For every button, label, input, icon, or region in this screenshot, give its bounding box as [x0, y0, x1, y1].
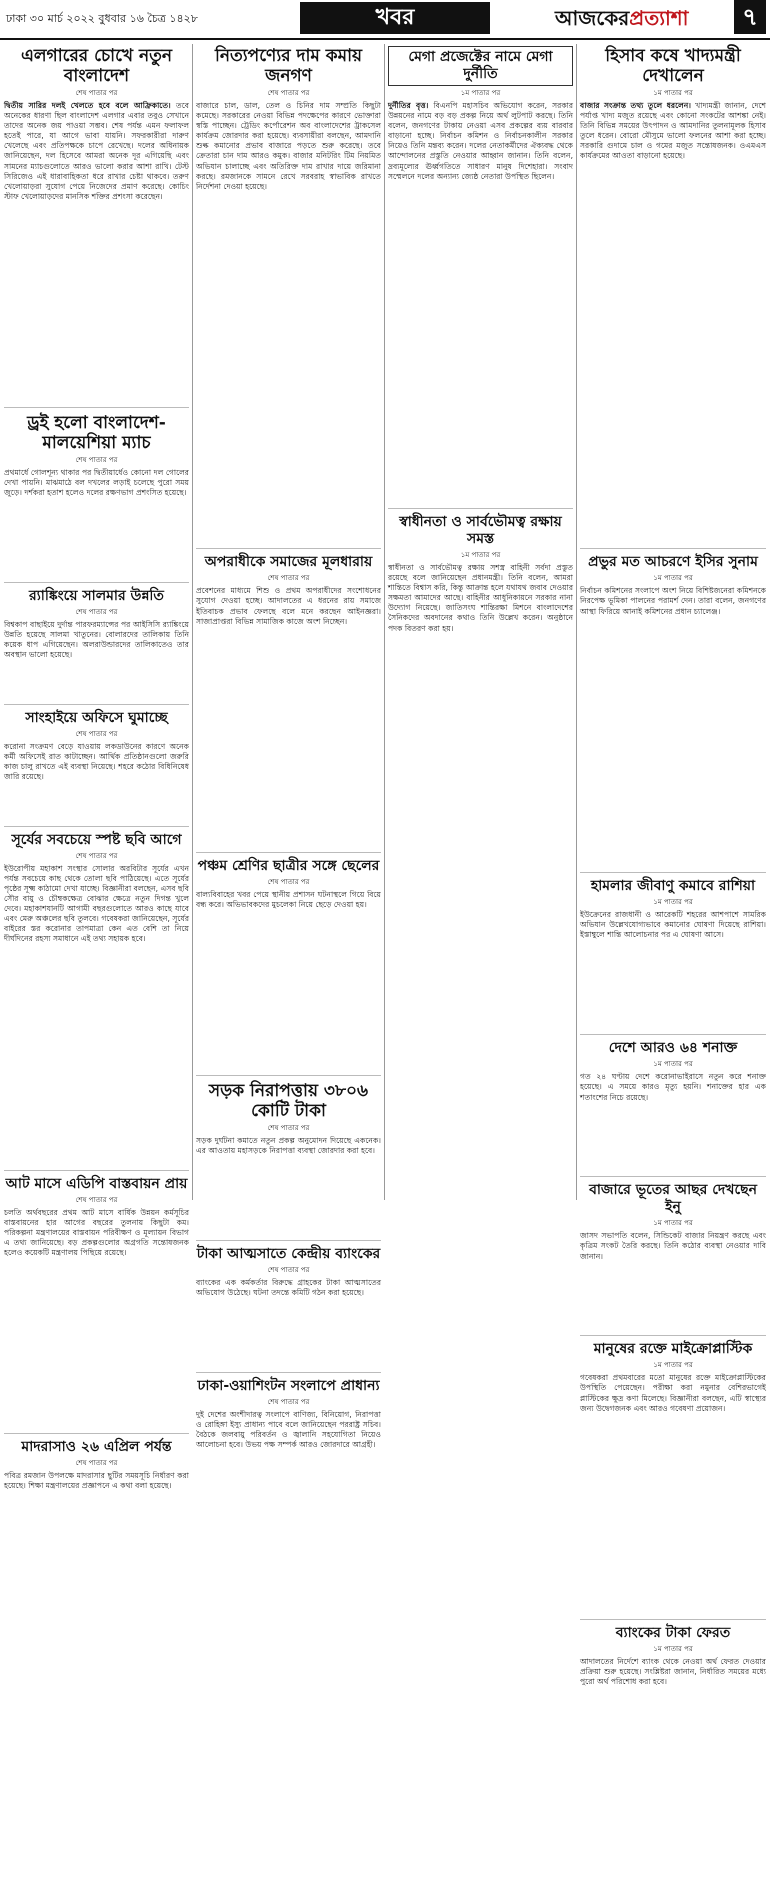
article-body	[4, 101, 189, 404]
continuation-note: শেষ পাতার পর	[267, 1123, 310, 1132]
article-body	[580, 910, 766, 1031]
article-headline: পঞ্চম শ্রেণির ছাত্রীর সঙ্গে ছেলের	[197, 857, 380, 874]
article-headline: টাকা আত্মসাতে কেন্দ্রীয় ব্যাংকের	[196, 1245, 381, 1262]
article-text: পবিত্র রমজান উপলক্ষে মাদরাসার ছুটির সময়সূচি নির্ধারণ করা হয়েছে। শিক্ষা মন্ত্রণালয়ের প্রজ্ঞাপনে এ কথা বলা হয়েছে।	[4, 1470, 189, 1490]
continuation-note: ১ম পাতার পর	[460, 551, 501, 559]
continuation-note: ১ম পাতার পর	[460, 89, 501, 97]
news-article	[4, 588, 189, 705]
article-headline: দেশে আরও ৬৪ শনাক্ত	[608, 1040, 738, 1057]
continuation-note: শেষ পাতার পর	[267, 89, 310, 97]
continuation-note: ১ম পাতার পর	[653, 89, 693, 97]
continuation-note: ১ম পাতার পর	[653, 574, 693, 583]
news-article	[196, 1246, 381, 1373]
article-body	[196, 1136, 381, 1237]
news-article	[388, 514, 573, 1354]
article-body	[196, 890, 381, 1072]
article-text: প্রথমার্ধে গোলশূন্য থাকার পর দ্বিতীয়ার্ধেও কোনো দল গোলের দেখা পায়নি। মাঝমাঠে বল দখলের লড়াই চলেছে পুরো সময় জুড়ে। দর্শকরা হতাশ হলেও দলের রক্ষণভাগ প্রশংসিত হয়েছে।	[4, 468, 189, 498]
article-body	[196, 586, 381, 849]
article-text: গবেষকরা প্রথমবারের মতো মানুষের রক্তে মাইক্রোপ্লাস্টিকের উপস্থিতি পেয়েছেন। পরীক্ষা করা নমুনার বেশিরভাগেই প্লাস্টিকের ক্ষুদ্র কণা মিলেছে। বিজ্ঞানীরা বলছেন, এটি স্বাস্থ্যের জন্য উদ্বেগজনক এবং আরও গবেষণা প্রয়োজন।	[580, 1373, 766, 1413]
article-lead: দুর্নীতির বৃত্ত।	[388, 101, 429, 110]
news-article	[580, 1341, 766, 1619]
news-article	[196, 1378, 381, 1897]
continuation-note: ১ম পাতার পর	[653, 898, 693, 907]
article-text: প্রবেশনের মাধ্যমে শিশু ও প্রথম অপরাধীদের সংশোধনের সুযোগ দেওয়া হচ্ছে। আদালতের এ ধরনের রায় সমাজে ইতিবাচক প্রভাব ফেলছে বলে মনে করছেন আইনজ্ঞরা। সাজাপ্রাপ্তরা বিভিন্ন সামাজিক কাজে অংশ নিচ্ছেন।	[196, 586, 381, 626]
article-headline: ড্রই হলো বাংলাদেশ-মালয়েশিয়া ম্যাচ	[27, 413, 166, 453]
news-article	[580, 878, 766, 1035]
article-body	[4, 864, 189, 1167]
continuation-note: শেষ পাতার পর	[267, 1265, 310, 1274]
article-headline: র‍্যাঙ্কিংয়ে সালমার উন্নতি	[29, 588, 164, 605]
article-body	[4, 742, 189, 823]
article-body	[388, 101, 573, 505]
article-text: খাদ্যমন্ত্রী জানান, দেশে পর্যাপ্ত খাদ্য মজুত রয়েছে এবং কোনো সংকটের আশঙ্কা নেই। তিনি বিভিন্ন সময়ের উৎপাদন ও আমদানির তুলনামূলক হিসাব তুলে ধরেন। বোরো মৌসুমে ভালো ফলনের আশা করা হচ্ছে। সরকারি গুদামে চাল ও গমের মজুত সন্তোষজনক। ওএমএস কার্যক্রমের আওতা বাড়ানো হয়েছে।	[580, 101, 766, 161]
news-article	[580, 554, 766, 873]
article-headline: অপরাধীকে সমাজের মূলধারায়	[204, 554, 373, 571]
continuation-note: শেষ পাতার পর	[75, 729, 118, 738]
section-label: খবর	[300, 2, 490, 34]
continuation-note: শেষ পাতার পর	[267, 574, 310, 583]
article-text: চলতি অর্থবছরের প্রথম আট মাসে বার্ষিক উন্নয়ন কর্মসূচির বাস্তবায়নের হার আগের বছরের তুলনায় কিছুটা কম। পরিকল্পনা মন্ত্রণালয়ের বাস্তবায়ন পরিবীক্ষণ ও মূল্যায়ন বিভাগ এ তথ্য জানিয়েছে। বড় প্রকল্পগুলোর অগ্রগতি সন্তোষজনক হলেও কয়েকটি মন্ত্রণালয় পিছিয়ে রয়েছে।	[4, 1207, 189, 1258]
article-text: নির্বাচন কমিশনের সংলাপে অংশ নিয়ে বিশিষ্টজনেরা কমিশনকে নিরপেক্ষ ভূমিকা পালনের পরামর্শ দেন। তারা বলেন, জনগণের আস্থা ফিরিয়ে আনাই কমিশনের প্রধান চ্যালেঞ্জ।	[580, 586, 766, 616]
issue-date: ঢাকা ৩০ মার্চ ২০২২ বুধবার ১৬ চৈত্র ১৪২৮	[6, 12, 198, 25]
article-text: দুই দেশের অংশীদারত্ব সংলাপে বাণিজ্য, বিনিয়োগ, নিরাপত্তা ও রোহিঙ্গা ইস্যু প্রাধান্য পাবে বলে জানিয়েছেন পররাষ্ট্র সচিব। বৈঠকে জলবায়ু পরিবর্তন ও জ্বালানি সহযোগিতা নিয়েও আলোচনা হবে। উভয় পক্ষ সম্পর্ক আরও জোরদারে আগ্রহী।	[196, 1409, 381, 1449]
news-article	[196, 858, 381, 1076]
article-body	[4, 620, 189, 701]
article-lead: বাজার সংক্রান্ত তথ্য তুলে ধরলেন।	[580, 101, 692, 110]
article-headline: সড়ক নিরাপত্তায় ৩৮০৬ কোটি টাকা	[208, 1080, 369, 1121]
article-headline: মেগা প্রজেক্টের নামে মেগা দুর্নীতি	[388, 46, 573, 86]
brand-prefix: আজকের	[555, 6, 630, 30]
article-headline: আট মাসে এডিপি বাস্তবায়ন প্রায়	[5, 1175, 188, 1192]
article-body	[580, 1072, 766, 1173]
article-body	[196, 1410, 381, 1895]
continuation-note: শেষ পাতার পর	[75, 1458, 118, 1467]
article-headline: সূর্যের সবচেয়ে স্পষ্ট ছবি আগে	[11, 831, 182, 848]
column-divider	[384, 44, 385, 1200]
continuation-note: শেষ পাতার পর	[75, 608, 118, 617]
article-text: ব্যাংকের এক কর্মকর্তার বিরুদ্ধে গ্রাহকের টাকা আত্মসাতের অভিযোগ উঠেছে। ঘটনা তদন্তে কমিটি গঠন করা হয়েছে।	[196, 1277, 381, 1297]
news-article	[580, 1182, 766, 1336]
article-body	[196, 1278, 381, 1369]
article-headline: ঢাকা-ওয়াশিংটন সংলাপে প্রাধান্য	[197, 1377, 380, 1394]
article-headline: মানুষের রক্তে মাইক্রোপ্লাস্টিক	[593, 1341, 753, 1358]
article-text: স্বাধীনতা ও সার্বভৌমত্ব রক্ষায় সশস্ত্র বাহিনী সর্বদা প্রস্তুত রয়েছে বলে জানিয়েছেন প্রধানমন্ত্রী। তিনি বলেন, আমরা শান্তিতে বিশ্বাস করি, কিন্তু আক্রান্ত হলে যথাযথ জবাব দেওয়ার সক্ষমতা আমাদের আছে। বাহিনীর আধুনিকায়নে সরকার নানা উদ্যোগ নিয়েছে। জাতিসংঘ শান্তিরক্ষা মিশনে বাংলাদেশের সৈনিকদের অবদানের কথাও তিনি উল্লেখ করেন। অনুষ্ঠানে পদক বিতরণ করা হয়।	[388, 563, 573, 633]
column-divider	[576, 44, 577, 1200]
article-body	[388, 563, 573, 1351]
article-headline: ব্যাংকের টাকা ফেরত	[615, 1624, 731, 1641]
news-article	[196, 46, 381, 549]
article-text: ইউরোপীয় মহাকাশ সংস্থার সোলার অরবিটার সূর্যের এখন পর্যন্ত সবচেয়ে কাছ থেকে তোলা ছবি পাঠিয়েছে। এতে সূর্যের পৃষ্ঠের সূক্ষ্ম কাঠামো দেখা যাচ্ছে। বিজ্ঞানীরা বলছেন, এসব ছবি সৌর বায়ু ও চৌম্বকক্ষেত্র বোঝার ক্ষেত্রে নতুন দিগন্ত খুলে দেবে। মহাকাশযানটি আগামী বছরগুলোতে আরও কাছে যাবে এবং মেরু অঞ্চলের ছবি তুলবে। গবেষকরা জানিয়েছেন, সূর্যের বাইরের স্তর করোনার তাপমাত্রা কেন এত বেশি তা নিয়ে দীর্ঘদিনের রহস্য সমাধানে এই তথ্য সহায়ক হবে।	[4, 863, 189, 944]
news-article	[4, 46, 189, 408]
news-article	[4, 1176, 189, 1434]
news-article	[4, 710, 189, 827]
article-body	[4, 1208, 189, 1430]
continuation-note: ১ম পাতার পর	[653, 1644, 693, 1653]
continuation-note: শেষ পাতার পর	[267, 877, 310, 886]
article-headline: এলগারের চোখে নতুন বাংলাদেশ	[20, 46, 173, 86]
article-body	[4, 468, 189, 579]
news-article	[580, 1040, 766, 1177]
news-article	[196, 554, 381, 853]
continuation-note: শেষ পাতার পর	[267, 1397, 310, 1406]
article-lead: দ্বিতীয় সারির দলই খেলতে হবে বলে আফ্রিকাতে।	[4, 101, 171, 110]
article-text: বাল্যবিবাহের খবর পেয়ে স্থানীয় প্রশাসন ঘটনাস্থলে গিয়ে বিয়ে বন্ধ করে। অভিভাবকদের মুচলেকা নিয়ে ছেড়ে দেওয়া হয়।	[196, 889, 381, 910]
article-headline: হিসাব কষে খাদ্যমন্ত্রী দেখালেন	[605, 46, 741, 86]
continuation-note: ১ম পাতার পর	[653, 1060, 693, 1069]
article-headline: বাজারে ভূতের আছর দেখছেন ইনু	[589, 1182, 757, 1216]
article-text: গত ২৪ ঘণ্টায় দেশে করোনাভাইরাসে নতুন করে শনাক্ত হয়েছে। এ সময়ে কারও মৃত্যু হয়নি। শনাক্তের হার এক শতাংশের নিচে রয়েছে।	[580, 1072, 766, 1102]
news-article	[580, 46, 766, 549]
continuation-note: ১ম পাতার পর	[653, 1219, 693, 1228]
article-body	[580, 586, 766, 869]
article-text: করোনা সংক্রমণ বেড়ে যাওয়ায় লকডাউনের কারণে অনেক কর্মী অফিসেই রাত কাটাচ্ছেন। আর্থিক প্রতিষ্ঠানগুলো জরুরি কাজ চালু রাখতে এই ব্যবস্থা নিয়েছে। শহরে কঠোর বিধিনিষেধ জারি রয়েছে।	[4, 741, 189, 782]
news-article	[196, 1081, 381, 1241]
column-1	[4, 44, 189, 1490]
news-article	[4, 832, 189, 1171]
column-divider	[192, 44, 193, 1200]
brand-highlight: প্রত্যাশা	[629, 6, 689, 30]
article-text: বাজারে চাল, ডাল, তেল ও চিনির দাম সম্প্রতি কিছুটা কমেছে। সরকারের নেওয়া বিভিন্ন পদক্ষেপের কারণে ভোক্তারা স্বস্তি পাচ্ছেন। ট্রেডিং কর্পোরেশন অব বাংলাদেশের ট্রাকসেল কার্যক্রম জোরদার করা হয়েছে। ব্যবসায়ীরা বলছেন, আমদানি শুল্ক কমানোর প্রভাব বাজারে পড়তে শুরু করেছে। তবে ক্রেতারা চান দাম আরও কমুক। বাজার মনিটরিং টিম নিয়মিত অভিযান চালাচ্ছে এবং অতিরিক্ত দাম রাখার দায়ে জরিমানা করছে। রমজানকে সামনে রেখে সরবরাহ স্বাভাবিক রাখতে নির্দেশনা দেওয়া হয়েছে।	[196, 101, 381, 191]
continuation-note: শেষ পাতার পর	[75, 89, 118, 97]
article-text: আদালতের নির্দেশে ব্যাংক থেকে নেওয়া অর্থ ফেরত দেওয়ার প্রক্রিয়া শুরু হয়েছে। সংশ্লিষ্টরা জানান, নির্ধারিত সময়ের মধ্যে পুরো অর্থ পরিশোধ করা হবে।	[580, 1656, 766, 1686]
news-article	[4, 413, 189, 583]
article-body	[196, 101, 381, 545]
article-body	[4, 1471, 189, 1522]
article-headline: প্রভুর মত আচরণে ইসির সুনাম	[588, 554, 758, 571]
news-article	[4, 1439, 189, 1525]
page-number: ৭	[734, 0, 766, 34]
article-text: জাসদ সভাপতি বলেন, সিন্ডিকেট বাজার নিয়ন্ত্রণ করছে এবং কৃত্রিম সংকট তৈরি করছে। তিনি কঠোর ব্যবস্থা নেওয়ার দাবি জানান।	[580, 1231, 766, 1261]
article-text: ইউক্রেনের রাজধানী ও আরেকটি শহরের আশপাশে সামরিক অভিযান উল্লেখযোগ্যভাবে কমানোর ঘোষণা দিয়েছে রাশিয়া। ইস্তাম্বুলে শান্তি আলোচনার পর এ ঘোষণা আসে।	[580, 910, 766, 940]
continuation-note: ১ম পাতার পর	[653, 1361, 693, 1370]
article-headline: মাদরাসাও ২৬ এপ্রিল পর্যন্ত	[21, 1438, 172, 1455]
newspaper-brand	[555, 4, 688, 37]
article-body	[580, 1373, 766, 1615]
column-3	[388, 44, 573, 1200]
article-body	[580, 1231, 766, 1332]
continuation-note: শেষ পাতার পর	[75, 851, 118, 860]
article-text: বিশ্বকাপ বাছাইয়ে দুর্দান্ত পারফরম্যান্সের পর আইসিসি র‍্যাঙ্কিংয়ে উন্নতি হয়েছে সালমা খাতুনের। বোলারদের তালিকায় তিনি কয়েক ধাপ এগিয়েছেন। অলরাউন্ডারদের তালিকাতেও তার অবস্থান ভালো হয়েছে।	[4, 620, 189, 660]
article-body	[580, 1657, 766, 1798]
article-headline: স্বাধীনতা ও সার্বভৌমত্ব রক্ষায় সমস্ত	[399, 514, 562, 547]
news-article	[580, 1625, 766, 1801]
continuation-note: শেষ পাতার পর	[75, 1195, 118, 1204]
continuation-note: শেষ পাতার পর	[75, 456, 118, 464]
article-text: সড়ক দুর্ঘটনা কমাতে নতুন প্রকল্প অনুমোদন দিয়েছে একনেক। এর আওতায় মহাসড়কে নিরাপত্তা ব্যবস্থা জোরদার করা হবে।	[196, 1135, 381, 1155]
article-headline: নিত্যপণ্যের দাম কমায় জনগণ	[214, 46, 363, 86]
column-4	[580, 44, 766, 1686]
column-2	[196, 44, 381, 1449]
article-text: বিএনপি মহাসচিব অভিযোগ করেন, সরকার উন্নয়নের নামে বড় বড় প্রকল্প নিয়ে অর্থ লুটপাট করছে। তিনি বলেন, জনগণের টাকায় নেওয়া এসব প্রকল্পের ব্যয় বারবার বাড়ানো হচ্ছে। নির্বাচন কমিশন ও নির্বাচনকালীন সরকার নিয়েও তিনি মন্তব্য করেন। দলের নেতাকর্মীদের ঐক্যবদ্ধ থেকে আন্দোলনের প্রস্তুতি নেওয়ার আহ্বান জানান। তিনি বলেন, দ্রব্যমূল্যের ঊর্ধ্বগতিতে সাধারণ মানুষ দিশেহারা। সংবাদ সম্মেলনে দলের অন্যান্য জ্যেষ্ঠ নেতারা উপস্থিত ছিলেন।	[388, 101, 574, 181]
masthead	[0, 0, 770, 40]
article-body	[580, 101, 766, 545]
article-headline: সাংহাইয়ে অফিসে ঘুমাচ্ছে	[25, 709, 168, 726]
article-text: তবে অনেকের ধারণা ছিল বাংলাদেশ এলগার এবার তবুও সেখানে তাদের অনেক জয় পাওয়া সম্ভব। শেষ পর্যন্ত এমন ফলাফল হতেই পারে, যা আগে ভাবা যায়নি। সফরকারীরা দারুণ খেলেছে এবং প্রতিপক্ষকে চাপে রেখেছে। দলের অধিনায়ক জানিয়েছেন, দল হিসেবে আমরা অনেক দূর এগিয়েছি এবং সামনের ম্যাচগুলোতে আরও ভালো করার আশা রাখি। টেস্ট সিরিজেও এই ধারাবাহিকতা ধরে রাখার চেষ্টা থাকবে। তরুণ খেলোয়াড়রা সুযোগ পেয়ে নিজেদের প্রমাণ করেছে। কোচিং স্টাফ খেলোয়াড়দের মানসিক শক্তির প্রশংসা করেছেন।	[4, 101, 189, 201]
article-headline: হামলার জীবাণু কমাবে রাশিয়া	[590, 878, 756, 895]
news-article	[388, 46, 573, 509]
